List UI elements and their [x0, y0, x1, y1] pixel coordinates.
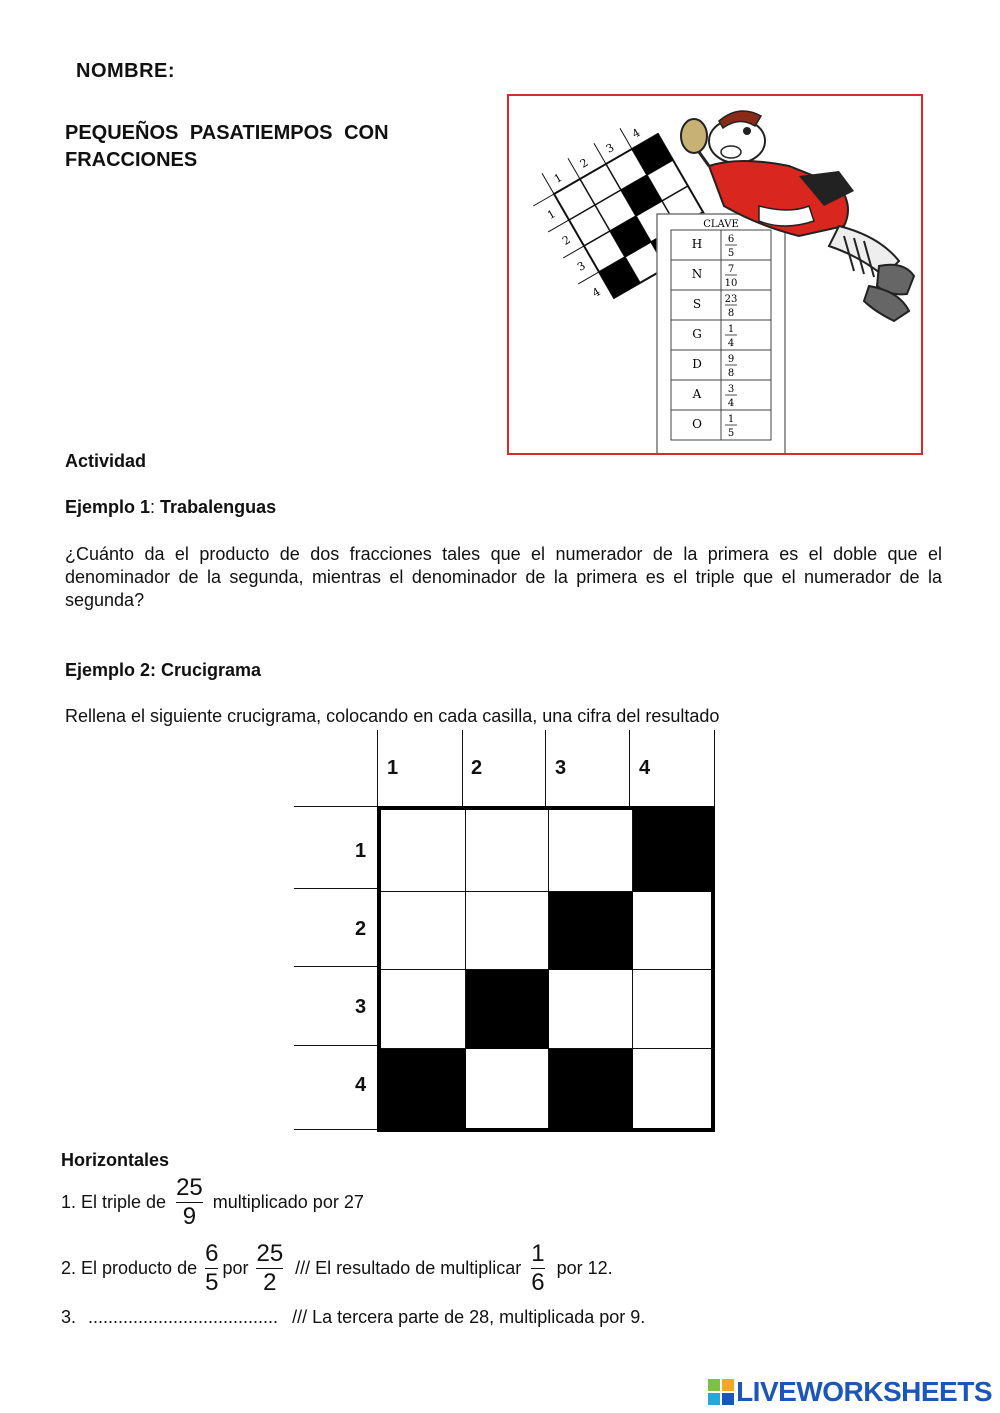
clave-letter: H [691, 237, 703, 251]
clave-numerator: 3 [727, 384, 735, 395]
fraction-6-5: $\frac{6}{5}$ [205, 1240, 219, 1296]
crossword-cell[interactable] [633, 892, 715, 970]
ejemplo2-instructions: Rellena el siguiente crucigrama, colocando en cada casilla, una cifra del resultado [65, 706, 720, 726]
ejemplo1-heading [65, 497, 276, 518]
clave-numerator: 9 [727, 354, 735, 365]
crossword-cell[interactable] [633, 1049, 715, 1128]
actividad-label: Actividad [65, 451, 147, 471]
clave-letter: N [691, 267, 703, 281]
mini-row-1: 1 [545, 207, 558, 222]
clue2-after: /// El resultado de multiplicar [295, 1258, 522, 1278]
crossword-cell[interactable] [549, 810, 633, 892]
fraction-25-2: $\frac{25}{2}$ [256, 1240, 284, 1296]
liveworksheets-logo-text: LIVEWORKSHEETS [736, 1376, 992, 1407]
clue-1 [61, 1174, 364, 1231]
crossword-cell-black [549, 1049, 633, 1128]
clave-denominator: 4 [727, 398, 735, 409]
mini-col-1: 1 [551, 170, 565, 186]
col-label-1: 1 [387, 757, 399, 779]
row-label-3: 3 [355, 996, 367, 1018]
ejemplo1-prefix: Ejemplo 1 [65, 497, 151, 517]
ejemplo2-heading: Ejemplo 2: Crucigrama [65, 660, 262, 680]
crossword-cell[interactable] [466, 892, 549, 970]
mini-col-4: 4 [629, 125, 643, 141]
clave-denominator: 8 [727, 368, 735, 379]
clave-denominator: 10 [724, 278, 738, 289]
clue2-mid: por [222, 1258, 249, 1278]
fraction-25-9: $\frac{25}{9}$ [176, 1174, 203, 1230]
crossword-cell[interactable] [466, 810, 549, 892]
clue2-before: 2. El producto de [61, 1258, 198, 1278]
crossword-cell-black [549, 892, 633, 970]
col-label-2: 2 [471, 757, 483, 779]
clave-numerator: 23 [724, 294, 738, 305]
illustration-box [507, 94, 923, 455]
clue3-after: /// La tercera parte de 28, multiplicada por 9. [292, 1307, 646, 1327]
clave-letter: A [692, 387, 702, 401]
col-label-4: 4 [639, 757, 651, 779]
crossword-cell-black [466, 970, 549, 1049]
mini-col-2: 2 [577, 155, 591, 171]
detective-illustration [509, 96, 921, 453]
crossword-grid [377, 806, 715, 1132]
row-label-4: 4 [355, 1074, 367, 1096]
crossword-cell[interactable] [381, 810, 466, 892]
clave-numerator: 1 [727, 414, 735, 425]
ejemplo1-text: ¿Cuánto da el producto de dos fracciones tales que el numerador de la primera es el doble que el denominador de la segunda, mientras el denominador de la primera es el triple que el numerador de la segunda? [65, 544, 942, 610]
worksheet-title: PEQUEÑOS PASATIEMPOS CON FRACCIONES [65, 122, 389, 171]
crossword-cell[interactable] [549, 970, 633, 1049]
clave-title: CLAVE [703, 219, 739, 230]
clue-3 [61, 1307, 645, 1328]
col-label-3: 3 [555, 757, 567, 779]
clave-denominator: 8 [727, 308, 735, 319]
liveworksheets-logo [708, 1376, 992, 1408]
clave-numerator: 1 [727, 324, 735, 335]
clue1-before: 1. El triple de [61, 1192, 167, 1212]
clave-numerator: 7 [727, 264, 735, 275]
crossword-cell[interactable] [381, 892, 466, 970]
clue3-before: 3. [61, 1307, 77, 1327]
clave-letter: D [692, 357, 702, 371]
ejemplo1-title: Trabalenguas [160, 497, 277, 517]
clave-letter: S [692, 297, 702, 311]
crossword-cell[interactable] [466, 1049, 549, 1128]
mini-row-4: 4 [590, 285, 603, 300]
clave-numerator: 6 [727, 234, 735, 245]
nombre-label: NOMBRE: [76, 60, 176, 82]
mini-col-3: 3 [603, 140, 617, 156]
crossword-cell-black [633, 810, 715, 892]
horizontales-heading: Horizontales [61, 1150, 170, 1170]
clave-letter: O [692, 417, 702, 431]
clave-denominator: 4 [727, 338, 735, 349]
mini-row-3: 3 [575, 259, 588, 274]
row-label-2: 2 [355, 918, 367, 940]
fraction-1-6: $\frac{1}{6}$ [531, 1240, 545, 1296]
ejemplo1-separator: : [150, 497, 161, 517]
clue3-answer-blank[interactable]: ...................................... [88, 1307, 279, 1327]
clue2-end: por 12. [556, 1258, 613, 1278]
crossword-cell[interactable] [633, 970, 715, 1049]
row-label-1: 1 [355, 840, 367, 862]
clave-denominator: 5 [727, 248, 735, 259]
clave-card [657, 214, 785, 453]
crossword-cell-black [381, 1049, 466, 1128]
clue-2 [61, 1240, 613, 1297]
crossword-cell[interactable] [381, 970, 466, 1049]
liveworksheets-logo-icon [708, 1379, 734, 1405]
mini-row-2: 2 [560, 233, 573, 248]
clave-denominator: 5 [727, 428, 735, 439]
clave-letter: G [692, 327, 702, 341]
clue1-after: multiplicado por 27 [212, 1192, 364, 1212]
